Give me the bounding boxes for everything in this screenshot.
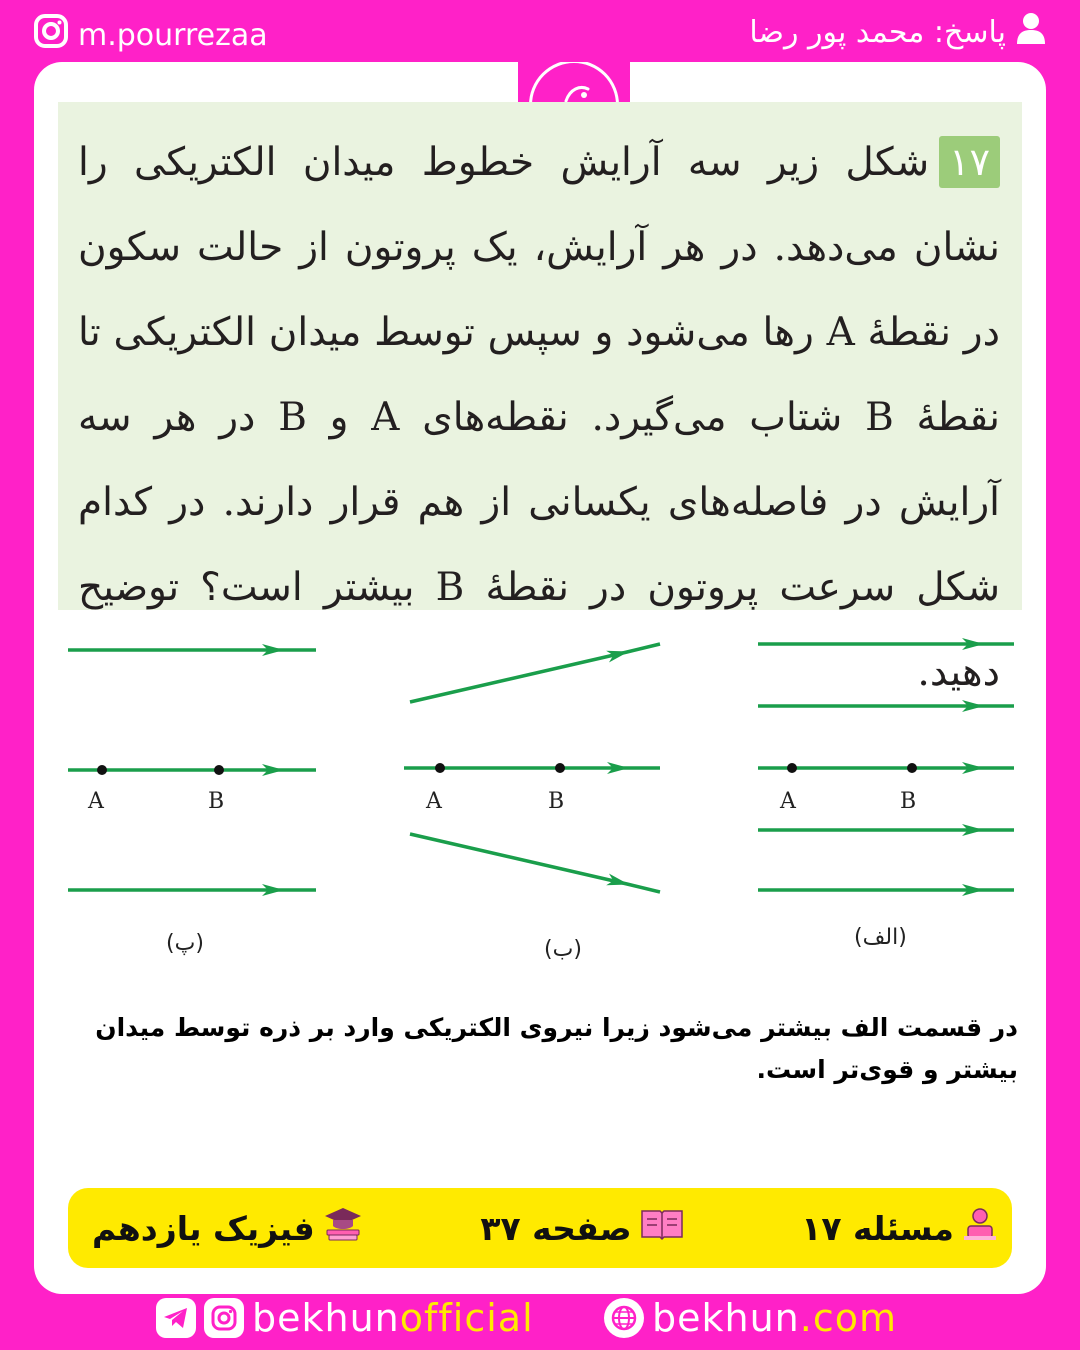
point-a-label: A bbox=[426, 789, 442, 814]
book-icon bbox=[640, 1207, 684, 1249]
arrangement-pe bbox=[68, 650, 316, 956]
field-lines-figure bbox=[54, 622, 1034, 962]
telegram-icon bbox=[156, 1298, 196, 1338]
website-highlight: .com bbox=[799, 1296, 898, 1340]
globe-icon bbox=[604, 1298, 644, 1338]
website-link[interactable] bbox=[604, 1296, 897, 1340]
answer-author bbox=[749, 12, 1046, 52]
top-bar bbox=[0, 0, 1080, 62]
info-footer bbox=[68, 1188, 1012, 1268]
social-handle-main: bekhun bbox=[252, 1296, 400, 1340]
point-b-dot bbox=[214, 765, 224, 775]
instagram-handle[interactable] bbox=[34, 14, 268, 56]
caption-pe: (پ) bbox=[166, 931, 204, 956]
website-text bbox=[652, 1296, 897, 1340]
point-b-label: B bbox=[900, 789, 917, 814]
point-a-dot bbox=[97, 765, 107, 775]
page-label: صفحه ۳۷ bbox=[480, 1208, 632, 1248]
point-b-dot bbox=[555, 763, 565, 773]
instagram-icon bbox=[204, 1298, 244, 1338]
field-arrow bbox=[410, 834, 660, 892]
subject-info bbox=[92, 1206, 363, 1250]
user-icon bbox=[1016, 12, 1046, 52]
instagram-handle-text: m.pourrezaa bbox=[78, 17, 268, 53]
caption-alef: (الف) bbox=[854, 925, 907, 950]
problem-info bbox=[801, 1206, 998, 1250]
point-b-dot bbox=[907, 763, 917, 773]
point-a-label: A bbox=[88, 789, 104, 814]
subject-label: فیزیک یازدهم bbox=[92, 1208, 315, 1248]
arrangement-be bbox=[404, 644, 660, 962]
question-text: شکل زیر سه آرایش خطوط میدان الکتریکی را نشان می‌دهد. در هر آرایش، یک پروتون از حالت سکون در نقطهٔ A رها می‌شود و سپس توسط میدان الکتریکی تا نقطهٔ B شتاب می‌گیرد. نقطه‌های A و B در هر سه آرایش در فاصله‌های یکسانی از هم قرار دارند. در کدام شکل سرعت پروتون در نقطهٔ B بیشتر است؟ توضیح دهید. bbox=[78, 140, 1000, 695]
answer-author-text: پاسخ: محمد پور رضا bbox=[749, 14, 1006, 50]
social-handle-text bbox=[252, 1296, 534, 1340]
content-card bbox=[34, 62, 1046, 1294]
field-arrow bbox=[410, 644, 660, 702]
question-box bbox=[58, 102, 1022, 695]
point-a-label: A bbox=[780, 789, 796, 814]
website-main: bekhun bbox=[652, 1296, 800, 1340]
point-b-label: B bbox=[208, 789, 225, 814]
teacher-icon bbox=[962, 1206, 998, 1250]
caption-be: (ب) bbox=[544, 937, 582, 962]
arrangement-alef bbox=[758, 644, 1014, 950]
instagram-icon bbox=[34, 14, 68, 56]
point-b-label: B bbox=[548, 789, 565, 814]
problem-label: مسئله ۱۷ bbox=[801, 1208, 954, 1248]
answer-text: در قسمت الف بیشتر می‌شود زیرا نیروی الکتریکی وارد بر ذره توسط میدان بیشتر و قوی‌تر است. bbox=[95, 1013, 1018, 1084]
graduation-cap-icon bbox=[323, 1206, 363, 1250]
social-handle[interactable] bbox=[156, 1296, 534, 1340]
point-a-dot bbox=[787, 763, 797, 773]
page-info bbox=[480, 1207, 683, 1249]
bottom-bar bbox=[0, 1296, 1080, 1350]
point-a-dot bbox=[435, 763, 445, 773]
social-handle-highlight: official bbox=[399, 1296, 534, 1340]
question-number: ۱۷ bbox=[939, 136, 1000, 188]
